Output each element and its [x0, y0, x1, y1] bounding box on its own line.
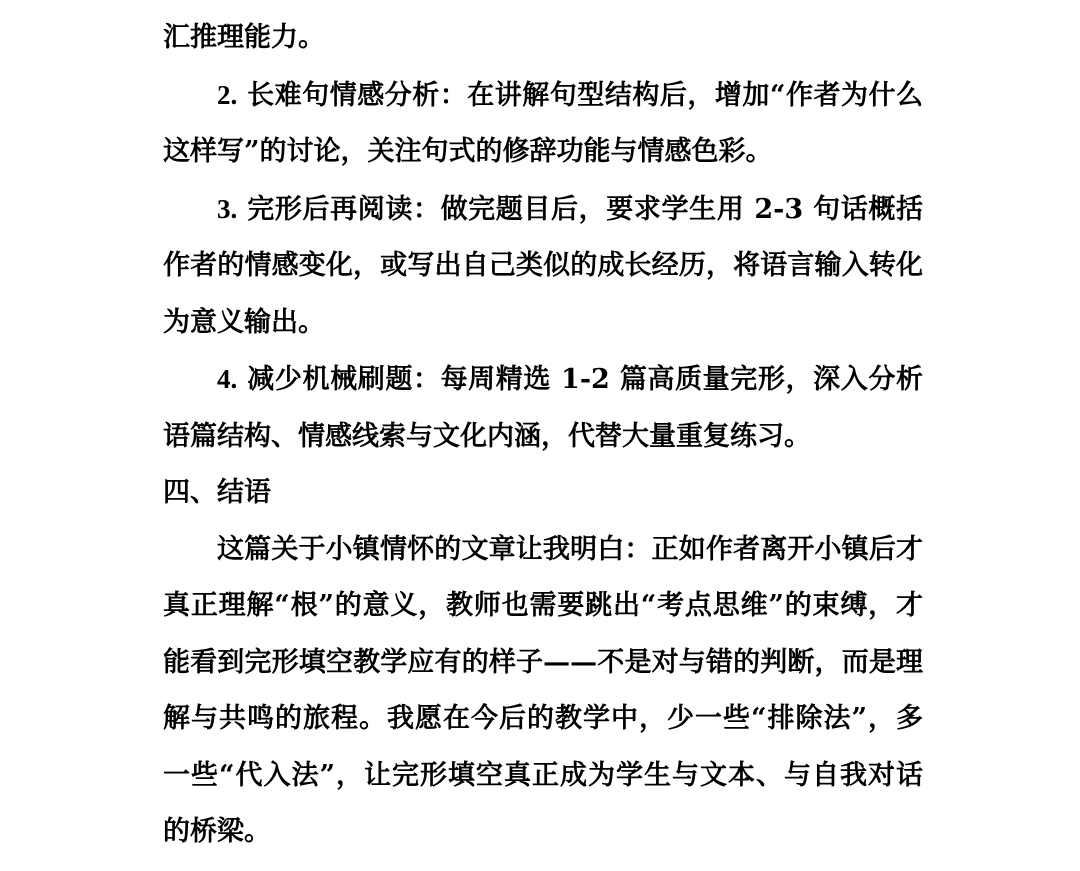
list-item-number: 4. [217, 364, 238, 394]
list-item-3 [163, 181, 923, 352]
document-body [163, 10, 923, 861]
conclusion-paragraph: 这篇关于小镇情怀的文章让我明白：正如作者离开小镇后才真正理解“根”的意义，教师也需要跳出“考点思维”的束缚，才能看到完形填空教学应有的样子——不是对与错的判断，而是理解与共鸣的旅程。我愿在今后的教学中，少一些“排除法”，多一些“代入法”，让完形填空真正成为学生与文本、与自我对话的桥梁。 [163, 533, 923, 847]
section-heading: 四、结语 [163, 477, 271, 508]
list-item-text: 减少机械刷题：每周精选 1-2 篇高质量完形，深入分析语篇结构、情感线索与文化内涵，代替大量重复练习。 [163, 364, 923, 452]
list-item-number: 2. [217, 79, 238, 110]
list-item-4 [163, 351, 923, 465]
list-item-number: 3. [217, 193, 238, 224]
list-item-2 [163, 67, 923, 181]
continuation-paragraph: 汇推理能力。 [163, 22, 325, 53]
list-item-text: 完形后再阅读：做完题目后，要求学生用 2-3 句话概括作者的情感变化，或写出自己类似的成长经历，将语言输入转化为意义输出。 [163, 193, 923, 338]
list-item-text: 长难句情感分析：在讲解句型结构后，增加“作者为什么这样写”的讨论，关注句式的修辞功能与情感色彩。 [163, 79, 923, 167]
